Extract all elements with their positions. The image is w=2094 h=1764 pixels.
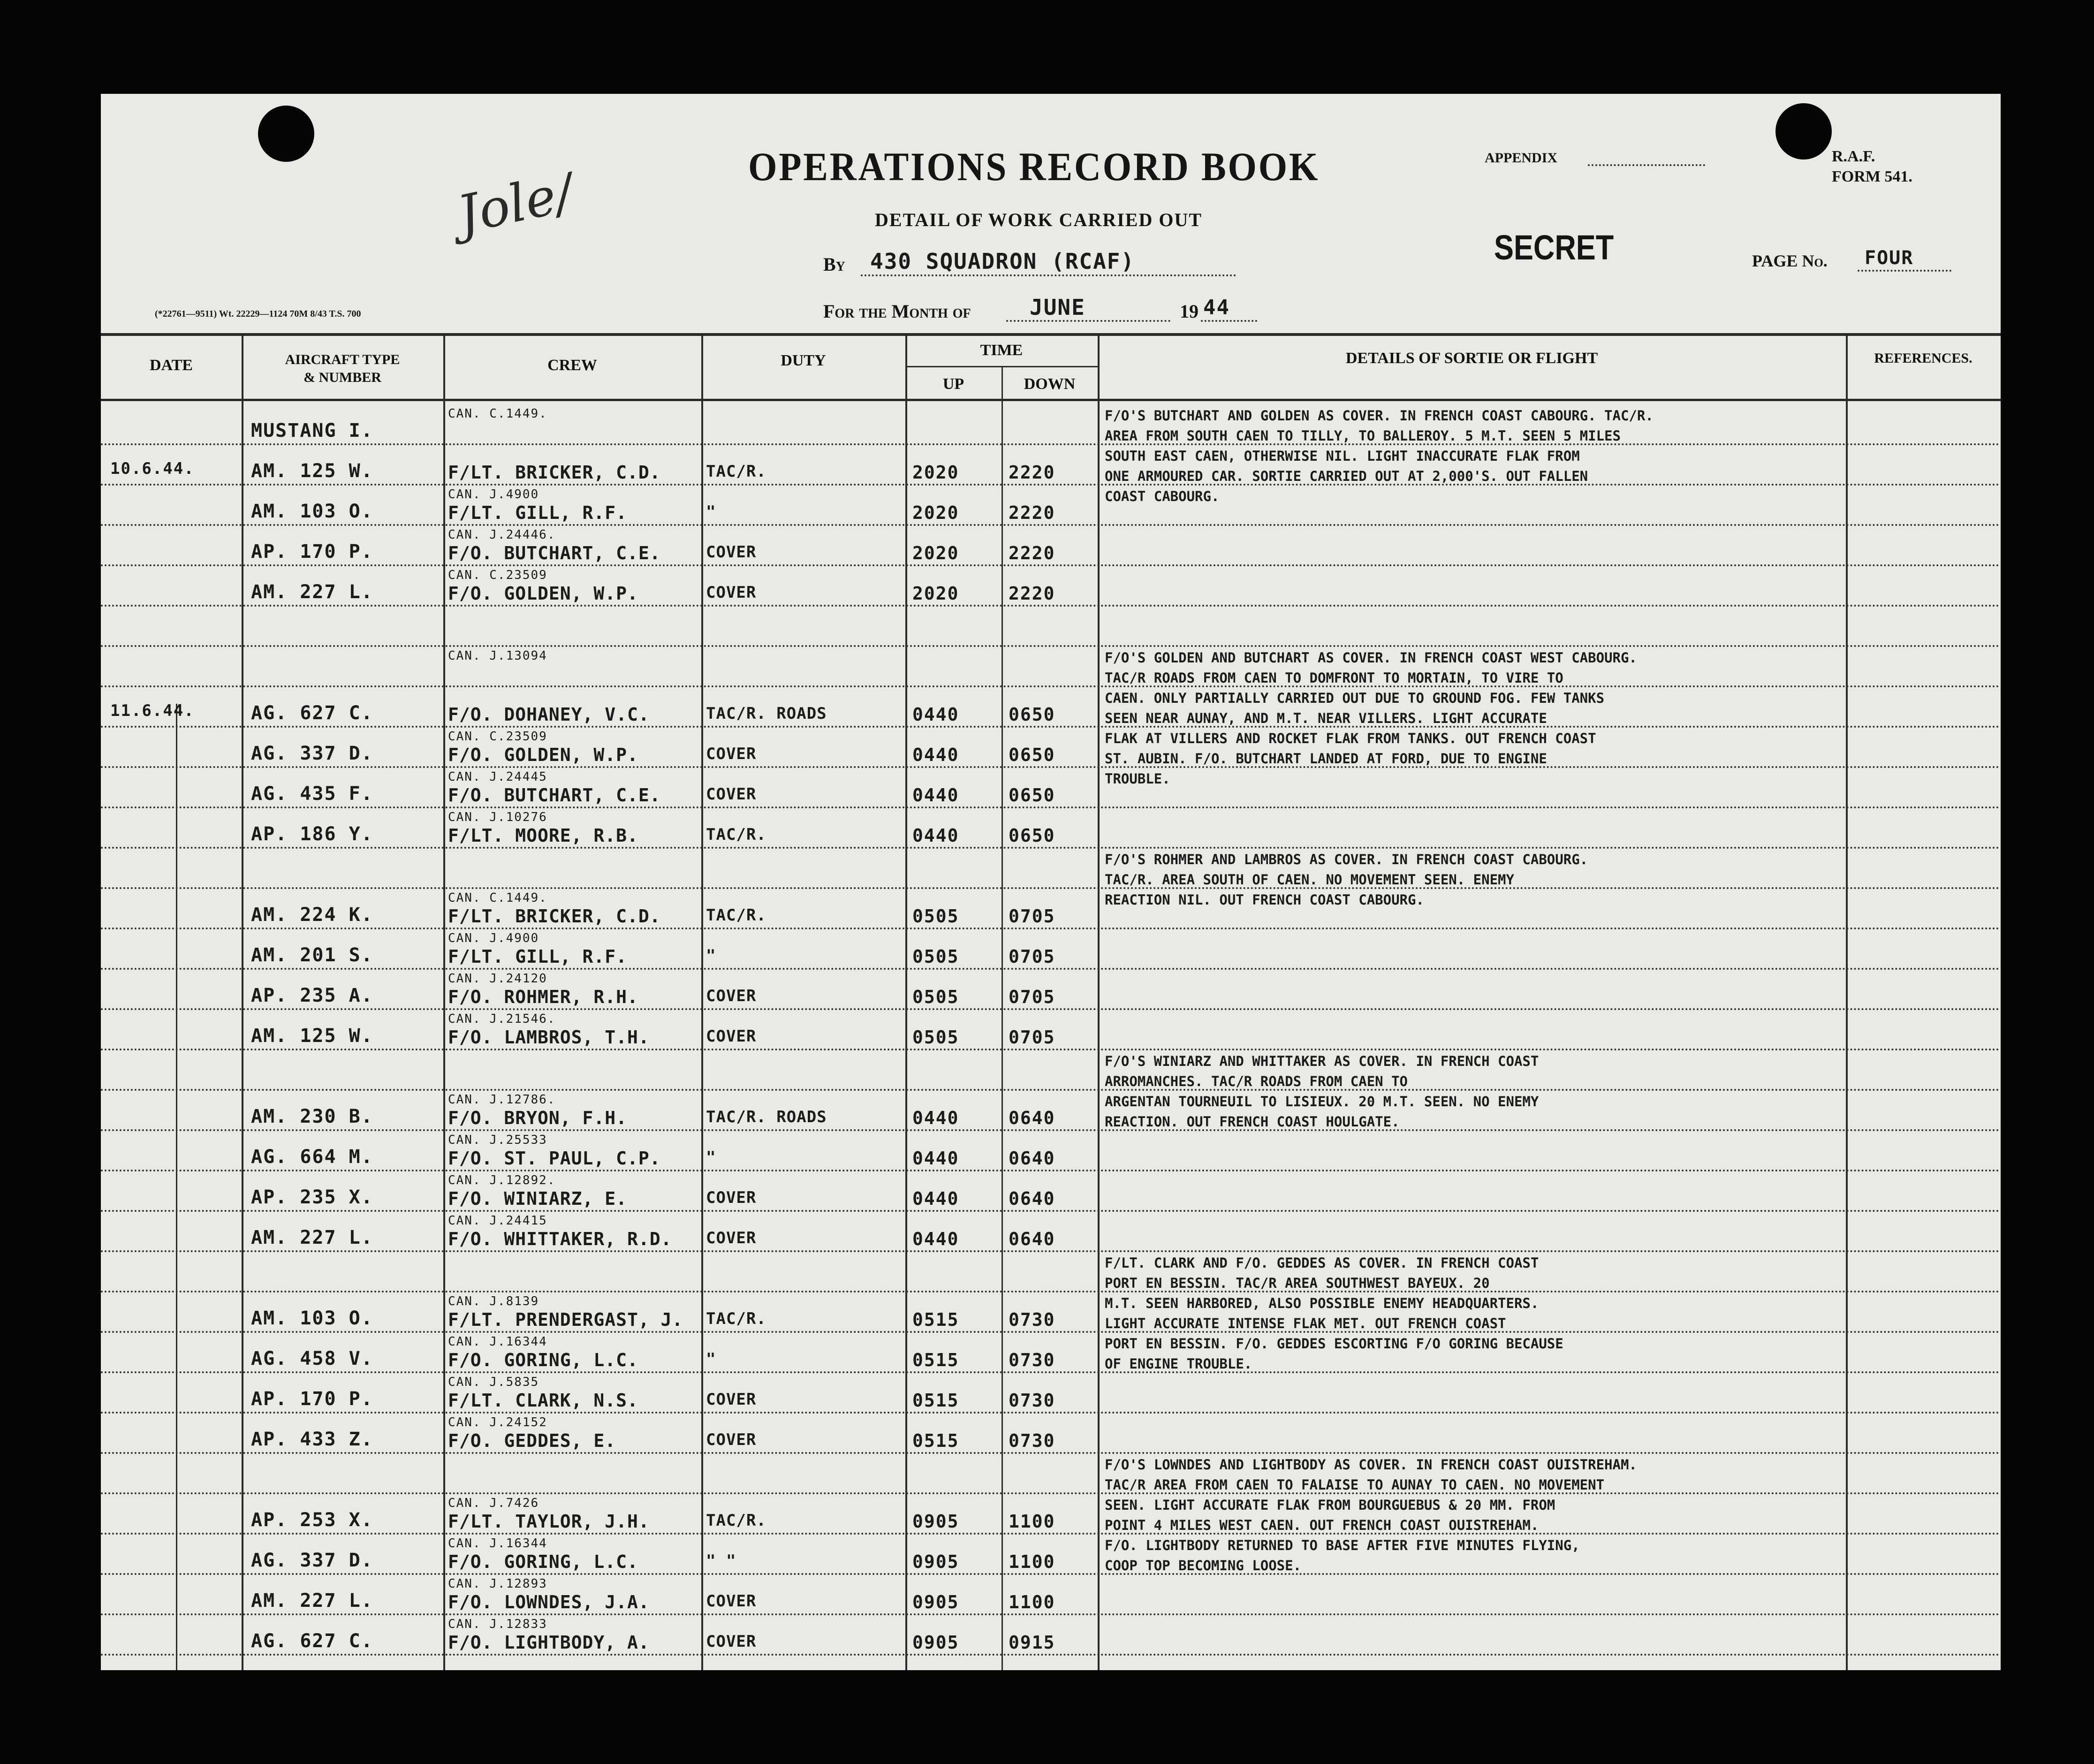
row-aircraft: AP. 253 X.: [251, 1509, 373, 1531]
row-duty: TAC/R.: [706, 462, 766, 481]
row-time-up: 0905: [912, 1511, 959, 1532]
form-number: FORM 541.: [1832, 168, 1912, 185]
row-time-up: 2020: [912, 583, 959, 604]
row-time-up: 0440: [912, 704, 959, 725]
row-duty: COVER: [706, 1027, 757, 1046]
row-time-down: 0650: [1009, 745, 1055, 765]
row-duty: COVER: [706, 1229, 757, 1247]
sortie-detail-line: PORT EN BESSIN. TAC/R AREA SOUTHWEST BAYEUX. 20: [1105, 1275, 1490, 1291]
secret-stamp: SECRET: [1494, 228, 1614, 267]
row-time-down: 0730: [1009, 1390, 1055, 1411]
row-crew: F/O. GOLDEN, W.P.: [448, 745, 638, 765]
sortie-detail-line: F/O. LIGHTBODY RETURNED TO BASE AFTER FIVE MINUTES FLYING,: [1105, 1537, 1580, 1553]
binder-hole-right: [1775, 103, 1832, 160]
row-rule: [101, 1008, 2001, 1010]
sortie-detail-line: TROUBLE.: [1105, 771, 1170, 787]
row-duty: " ": [706, 1551, 736, 1570]
row-duty: TAC/R. ROADS: [706, 1108, 827, 1126]
row-can-number: CAN. C.1449.: [448, 407, 547, 421]
row-time-down: 1100: [1009, 1592, 1055, 1612]
row-crew: F/LT. MOORE, R.B.: [448, 825, 638, 846]
col-divider-details: [1846, 333, 1848, 1670]
row-time-down: 0915: [1009, 1632, 1055, 1653]
sortie-detail-line: ARGENTAN TOURNEUIL TO LISIEUX. 20 M.T. SEEN. NO ENEMY: [1105, 1094, 1539, 1110]
page-label: PAGE No.: [1752, 251, 1828, 270]
sortie-detail-line: TAC/R ROADS FROM CAEN TO DOMFRONT TO MORTAIN, TO VIRE TO: [1105, 670, 1563, 686]
sortie-detail-line: FLAK AT VILLERS AND ROCKET FLAK FROM TANKS. OUT FRENCH COAST: [1105, 730, 1596, 746]
row-rule: [101, 968, 2001, 970]
row-crew: F/O. LAMBROS, T.H.: [448, 1027, 650, 1048]
binder-hole-stem-left: [277, 0, 295, 94]
row-duty: COVER: [706, 1188, 757, 1207]
row-rule: [101, 1250, 2001, 1252]
row-aircraft: AP. 433 Z.: [251, 1429, 373, 1450]
row-can-number: CAN. C.23509: [448, 568, 547, 582]
header-bottom-border: [101, 399, 2001, 401]
row-time-down: 0640: [1009, 1188, 1055, 1209]
sortie-detail-line: F/O'S ROHMER AND LAMBROS AS COVER. IN FRENCH COAST CABOURG.: [1105, 852, 1588, 867]
row-aircraft: AM. 227 L.: [251, 1227, 373, 1248]
row-rule: [101, 887, 2001, 889]
row-time-up: 0905: [912, 1551, 959, 1572]
row-time-down: 0650: [1009, 704, 1055, 725]
row-can-number: CAN. J.10276: [448, 810, 547, 824]
sortie-detail-line: F/O'S LOWNDES AND LIGHTBODY AS COVER. IN FRENCH COAST OUISTREHAM.: [1105, 1457, 1637, 1473]
row-rule: [101, 605, 2001, 607]
col-header-time: TIME: [980, 342, 1023, 359]
row-time-down: 0705: [1009, 946, 1055, 967]
row-aircraft: AM. 125 W.: [251, 460, 373, 482]
sortie-detail-line: REACTION. OUT FRENCH COAST HOULGATE.: [1105, 1114, 1400, 1130]
row-duty: ": [706, 502, 716, 521]
row-aircraft: AM. 103 O.: [251, 501, 373, 522]
row-can-number: CAN. J.12833: [448, 1617, 547, 1631]
col-header-crew: CREW: [547, 357, 597, 374]
sortie-detail-line: SEEN. LIGHT ACCURATE FLAK FROM BOURGUEBUS & 20 MM. FROM: [1105, 1497, 1555, 1513]
row-time-up: 0440: [912, 825, 959, 846]
row-can-number: CAN. J.24120: [448, 972, 547, 986]
sortie-detail-line: ARROMANCHES. TAC/R ROADS FROM CAEN TO: [1105, 1073, 1408, 1089]
row-crew: F/O. DOHANEY, V.C.: [448, 704, 650, 725]
scrawl-annotation: Jole/: [452, 162, 579, 245]
row-crew: F/O. LOWNDES, J.A.: [448, 1592, 650, 1612]
unit-line: [861, 274, 1236, 276]
row-time-up: 0505: [912, 1027, 959, 1048]
row-can-number: CAN. J.12893: [448, 1577, 547, 1591]
sortie-detail-line: REACTION NIL. OUT FRENCH COAST CABOURG.: [1105, 892, 1424, 908]
row-can-number: CAN. J.16344: [448, 1536, 547, 1551]
row-rule: [101, 928, 2001, 929]
row-rule: [101, 1129, 2001, 1131]
row-time-up: 0515: [912, 1390, 959, 1411]
row-duty: ": [706, 946, 716, 965]
row-crew: F/O. GORING, L.C.: [448, 1350, 638, 1370]
sortie-detail-line: COOP TOP BECOMING LOOSE.: [1105, 1558, 1302, 1574]
row-time-up: 0515: [912, 1350, 959, 1370]
by-label: By: [823, 254, 845, 275]
row-crew: F/O. GEDDES, E.: [448, 1430, 616, 1451]
date-margin-rule: [176, 704, 177, 1670]
col-divider-duty: [905, 333, 907, 1670]
row-can-number: CAN. J.8139: [448, 1294, 539, 1308]
row-can-number: CAN. C.1449.: [448, 891, 547, 905]
row-time-up: 2020: [912, 462, 959, 483]
row-duty: ": [706, 1148, 716, 1167]
sortie-detail-line: SEEN NEAR AUNAY, AND M.T. NEAR VILLERS. LIGHT ACCURATE: [1105, 710, 1547, 726]
form-title: OPERATIONS RECORD BOOK: [748, 144, 1320, 189]
row-aircraft: AP. 235 X.: [251, 1186, 373, 1208]
row-rule: [101, 847, 2001, 849]
row-rule: [101, 806, 2001, 808]
row-time-up: 0905: [912, 1592, 959, 1612]
row-crew: F/LT. GILL, R.F.: [448, 502, 628, 523]
row-time-up: 0905: [912, 1632, 959, 1653]
row-crew: F/LT. GILL, R.F.: [448, 946, 628, 967]
row-time-up: 2020: [912, 502, 959, 523]
row-time-up: 0440: [912, 1148, 959, 1169]
row-duty: COVER: [706, 745, 757, 763]
row-duty: COVER: [706, 583, 757, 602]
row-aircraft: AG. 664 M.: [251, 1146, 373, 1168]
row-time-up: 2020: [912, 543, 959, 563]
row-duty: COVER: [706, 1390, 757, 1409]
row-aircraft: MUSTANG I.: [251, 420, 373, 441]
row-can-number: CAN. J.5835: [448, 1375, 539, 1389]
row-aircraft: AM. 230 B.: [251, 1106, 373, 1127]
row-aircraft: AP. 170 P.: [251, 541, 373, 563]
row-duty: TAC/R.: [706, 1309, 766, 1328]
sortie-detail-line: F/O'S GOLDEN AND BUTCHART AS COVER. IN FRENCH COAST WEST CABOURG.: [1105, 650, 1637, 666]
row-can-number: CAN. J.24152: [448, 1415, 547, 1429]
unit-name: 430 SQUADRON (RCAF): [870, 249, 1135, 274]
row-aircraft: AM. 227 L.: [251, 1590, 373, 1612]
sortie-detail-line: PORT EN BESSIN. F/O. GEDDES ESCORTING F/O GORING BECAUSE: [1105, 1336, 1563, 1352]
row-can-number: CAN. J.24446.: [448, 528, 556, 542]
row-crew: F/LT. PRENDERGAST, J.: [448, 1309, 683, 1330]
binder-hole-stem-right: [1794, 0, 1812, 94]
row-crew: F/O. BRYON, F.H.: [448, 1108, 628, 1128]
sortie-detail-line: AREA FROM SOUTH CAEN TO TILLY, TO BALLEROY. 5 M.T. SEEN 5 MILES: [1105, 428, 1621, 444]
row-aircraft: AG. 337 D.: [251, 743, 373, 764]
row-rule: [101, 1049, 2001, 1050]
row-rule: [101, 1210, 2001, 1212]
year-suffix: 44: [1203, 296, 1230, 319]
row-rule: [101, 1089, 2001, 1091]
row-duty: COVER: [706, 1592, 757, 1611]
row-duty: TAC/R.: [706, 906, 766, 925]
row-crew: F/O. WHITTAKER, R.D.: [448, 1229, 672, 1249]
row-crew: F/LT. BRICKER, C.D.: [448, 462, 661, 483]
row-can-number: CAN. J.21546.: [448, 1012, 556, 1026]
year-prefix: 19: [1180, 301, 1199, 322]
col-divider-aircraft: [443, 333, 445, 1670]
row-rule: [101, 524, 2001, 526]
col-header-details: DETAILS OF SORTIE OR FLIGHT: [1345, 350, 1598, 367]
appendix-line: [1588, 164, 1705, 166]
row-date: 10.6.44.: [110, 459, 195, 478]
col-header-references: REFERENCES.: [1874, 350, 1973, 366]
page-line: [1858, 270, 1951, 272]
row-time-up: 0505: [912, 987, 959, 1007]
col-divider-time: [1098, 333, 1100, 1670]
row-rule: [101, 685, 2001, 687]
row-aircraft: AM. 125 W.: [251, 1025, 373, 1047]
row-duty: COVER: [706, 1632, 757, 1651]
row-aircraft: AP. 170 P.: [251, 1388, 373, 1410]
sortie-detail-line: POINT 4 MILES WEST CAEN. OUT FRENCH COAST OUISTREHAM.: [1105, 1517, 1539, 1533]
sortie-detail-line: F/O'S WINIARZ AND WHITTAKER AS COVER. IN FRENCH COAST: [1105, 1053, 1539, 1069]
row-date: 11.6.44.: [110, 701, 195, 720]
row-crew: F/O. BUTCHART, C.E.: [448, 785, 661, 806]
row-aircraft: AM. 103 O.: [251, 1308, 373, 1329]
row-time-down: 2220: [1009, 583, 1055, 604]
sortie-detail-line: TAC/R. AREA SOUTH OF CAEN. NO MOVEMENT SEEN. ENEMY: [1105, 872, 1514, 888]
row-time-up: 0515: [912, 1309, 959, 1330]
row-time-down: 0650: [1009, 785, 1055, 806]
row-aircraft: AG. 458 V.: [251, 1348, 373, 1369]
month-value: JUNE: [1030, 295, 1085, 320]
row-can-number: CAN. J.24415: [448, 1214, 547, 1228]
row-time-up: 0440: [912, 1229, 959, 1249]
row-can-number: CAN. J.4900: [448, 931, 539, 945]
row-aircraft: AG. 627 C.: [251, 702, 373, 724]
row-rule: [101, 564, 2001, 566]
col-header-up: UP: [942, 375, 964, 393]
row-crew: F/LT. TAYLOR, J.H.: [448, 1511, 650, 1532]
row-aircraft: AM. 227 L.: [251, 581, 373, 603]
sortie-detail-line: F/LT. CLARK AND F/O. GEDDES AS COVER. IN FRENCH COAST: [1105, 1255, 1539, 1271]
row-can-number: CAN. J.12786.: [448, 1093, 556, 1107]
row-rule: [101, 1654, 2001, 1656]
row-duty: COVER: [706, 1430, 757, 1449]
row-aircraft: AP. 235 A.: [251, 985, 373, 1006]
col-divider-date: [242, 333, 243, 1670]
col-header-duty: DUTY: [781, 352, 826, 369]
row-crew: F/O. WINIARZ, E.: [448, 1188, 628, 1209]
row-can-number: CAN. J.16344: [448, 1335, 547, 1349]
row-time-down: 2220: [1009, 502, 1055, 523]
row-rule: [101, 1533, 2001, 1535]
sortie-detail-line: SOUTH EAST CAEN, OTHERWISE NIL. LIGHT INACCURATE FLAK FROM: [1105, 448, 1580, 464]
row-rule: [101, 1291, 2001, 1293]
row-aircraft: AG. 627 C.: [251, 1630, 373, 1652]
row-time-down: 0705: [1009, 906, 1055, 927]
table-top-border: [101, 333, 2001, 336]
col-header-aircraft: AIRCRAFT TYPE & NUMBER: [285, 352, 400, 385]
sortie-detail-line: ONE ARMOURED CAR. SORTIE CARRIED OUT AT 2,000'S. OUT FALLEN: [1105, 468, 1588, 484]
row-can-number: CAN. J.12892.: [448, 1173, 556, 1187]
sortie-detail-line: COAST CABOURG.: [1105, 488, 1220, 504]
sortie-detail-line: TAC/R AREA FROM CAEN TO FALAISE TO AUNAY TO CAEN. NO MOVEMENT: [1105, 1477, 1605, 1493]
row-time-down: 0650: [1009, 825, 1055, 846]
month-label: For the Month of: [823, 301, 971, 322]
row-aircraft: AM. 224 K.: [251, 904, 373, 926]
row-rule: [101, 1331, 2001, 1333]
row-crew: F/LT. BRICKER, C.D.: [448, 906, 661, 927]
row-can-number: CAN. J.24445: [448, 770, 547, 784]
row-can-number: CAN. J.7426: [448, 1496, 539, 1510]
row-time-down: 0705: [1009, 987, 1055, 1007]
row-aircraft: AG. 435 F.: [251, 783, 373, 805]
row-rule: [101, 484, 2001, 486]
row-aircraft: AP. 186 Y.: [251, 823, 373, 845]
page-number: FOUR: [1865, 247, 1914, 269]
row-time-down: 0640: [1009, 1148, 1055, 1169]
row-duty: TAC/R.: [706, 825, 766, 844]
row-rule: [101, 1492, 2001, 1494]
binder-hole-left: [258, 106, 314, 162]
row-time-up: 0440: [912, 1108, 959, 1128]
row-time-down: 1100: [1009, 1551, 1055, 1572]
row-rule: [101, 766, 2001, 768]
month-line: [1006, 320, 1170, 322]
row-aircraft: AG. 337 D.: [251, 1550, 373, 1571]
row-time-down: 0730: [1009, 1350, 1055, 1370]
row-rule: [101, 1573, 2001, 1575]
sortie-detail-line: OF ENGINE TROUBLE.: [1105, 1356, 1252, 1372]
row-time-down: 0640: [1009, 1229, 1055, 1249]
row-rule: [101, 726, 2001, 728]
sortie-detail-line: ST. AUBIN. F/O. BUTCHART LANDED AT FORD, DUE TO ENGINE: [1105, 751, 1547, 767]
row-can-number: CAN. J.4900: [448, 487, 539, 502]
row-can-number: CAN. C.23509: [448, 730, 547, 744]
row-duty: TAC/R. ROADS: [706, 704, 827, 723]
row-duty: TAC/R.: [706, 1511, 766, 1530]
row-can-number: CAN. J.13094: [448, 649, 547, 663]
row-time-down: 0730: [1009, 1430, 1055, 1451]
row-time-up: 0440: [912, 785, 959, 806]
col-divider-crew: [701, 333, 703, 1670]
record-sheet: [101, 94, 2001, 1670]
row-time-up: 0440: [912, 1188, 959, 1209]
row-time-up: 0515: [912, 1430, 959, 1451]
form-subtitle: DETAIL OF WORK CARRIED OUT: [875, 209, 1203, 230]
row-time-down: 0730: [1009, 1309, 1055, 1330]
row-rule: [101, 443, 2001, 445]
col-divider-up: [1001, 367, 1003, 1670]
print-code: (*22761—9511) Wt. 22229—1124 70M 8/43 T.S. 700: [155, 309, 361, 319]
row-time-down: 2220: [1009, 543, 1055, 563]
row-aircraft: AM. 201 S.: [251, 944, 373, 966]
row-rule: [101, 1613, 2001, 1615]
row-crew: F/O. LIGHTBODY, A.: [448, 1632, 650, 1653]
sortie-detail-line: CAEN. ONLY PARTIALLY CARRIED OUT DUE TO GROUND FOG. FEW TANKS: [1105, 690, 1605, 706]
row-rule: [101, 1170, 2001, 1171]
raf-label: R.A.F.: [1832, 148, 1875, 165]
row-time-down: 0705: [1009, 1027, 1055, 1048]
row-time-down: 2220: [1009, 462, 1055, 483]
row-can-number: CAN. J.25533: [448, 1133, 547, 1147]
col-header-date: DATE: [150, 357, 193, 374]
row-duty: COVER: [706, 543, 757, 562]
row-time-down: 1100: [1009, 1511, 1055, 1532]
row-crew: F/O. ST. PAUL, C.P.: [448, 1148, 661, 1169]
row-time-down: 0640: [1009, 1108, 1055, 1128]
row-crew: F/O. ROHMER, R.H.: [448, 987, 638, 1007]
row-crew: F/O. BUTCHART, C.E.: [448, 543, 661, 563]
row-duty: ": [706, 1350, 716, 1369]
year-line: [1201, 320, 1257, 322]
row-crew: F/O. GOLDEN, W.P.: [448, 583, 638, 604]
row-rule: [101, 645, 2001, 647]
row-crew: F/LT. CLARK, N.S.: [448, 1390, 638, 1411]
col-header-down: DOWN: [1024, 375, 1076, 393]
sortie-detail-line: M.T. SEEN HARBORED, ALSO POSSIBLE ENEMY HEADQUARTERS.: [1105, 1295, 1539, 1311]
row-rule: [101, 1412, 2001, 1414]
appendix-label: APPENDIX: [1485, 150, 1557, 166]
sortie-detail-line: LIGHT ACCURATE INTENSE FLAK MET. OUT FRENCH COAST: [1105, 1315, 1506, 1331]
row-rule: [101, 1452, 2001, 1454]
sortie-detail-line: F/O'S BUTCHART AND GOLDEN AS COVER. IN FRENCH COAST CABOURG. TAC/R.: [1105, 408, 1654, 424]
row-time-up: 0440: [912, 745, 959, 765]
row-time-up: 0505: [912, 906, 959, 927]
row-duty: COVER: [706, 785, 757, 804]
row-rule: [101, 1371, 2001, 1373]
row-time-up: 0505: [912, 946, 959, 967]
row-crew: F/O. GORING, L.C.: [448, 1551, 638, 1572]
row-duty: COVER: [706, 987, 757, 1005]
